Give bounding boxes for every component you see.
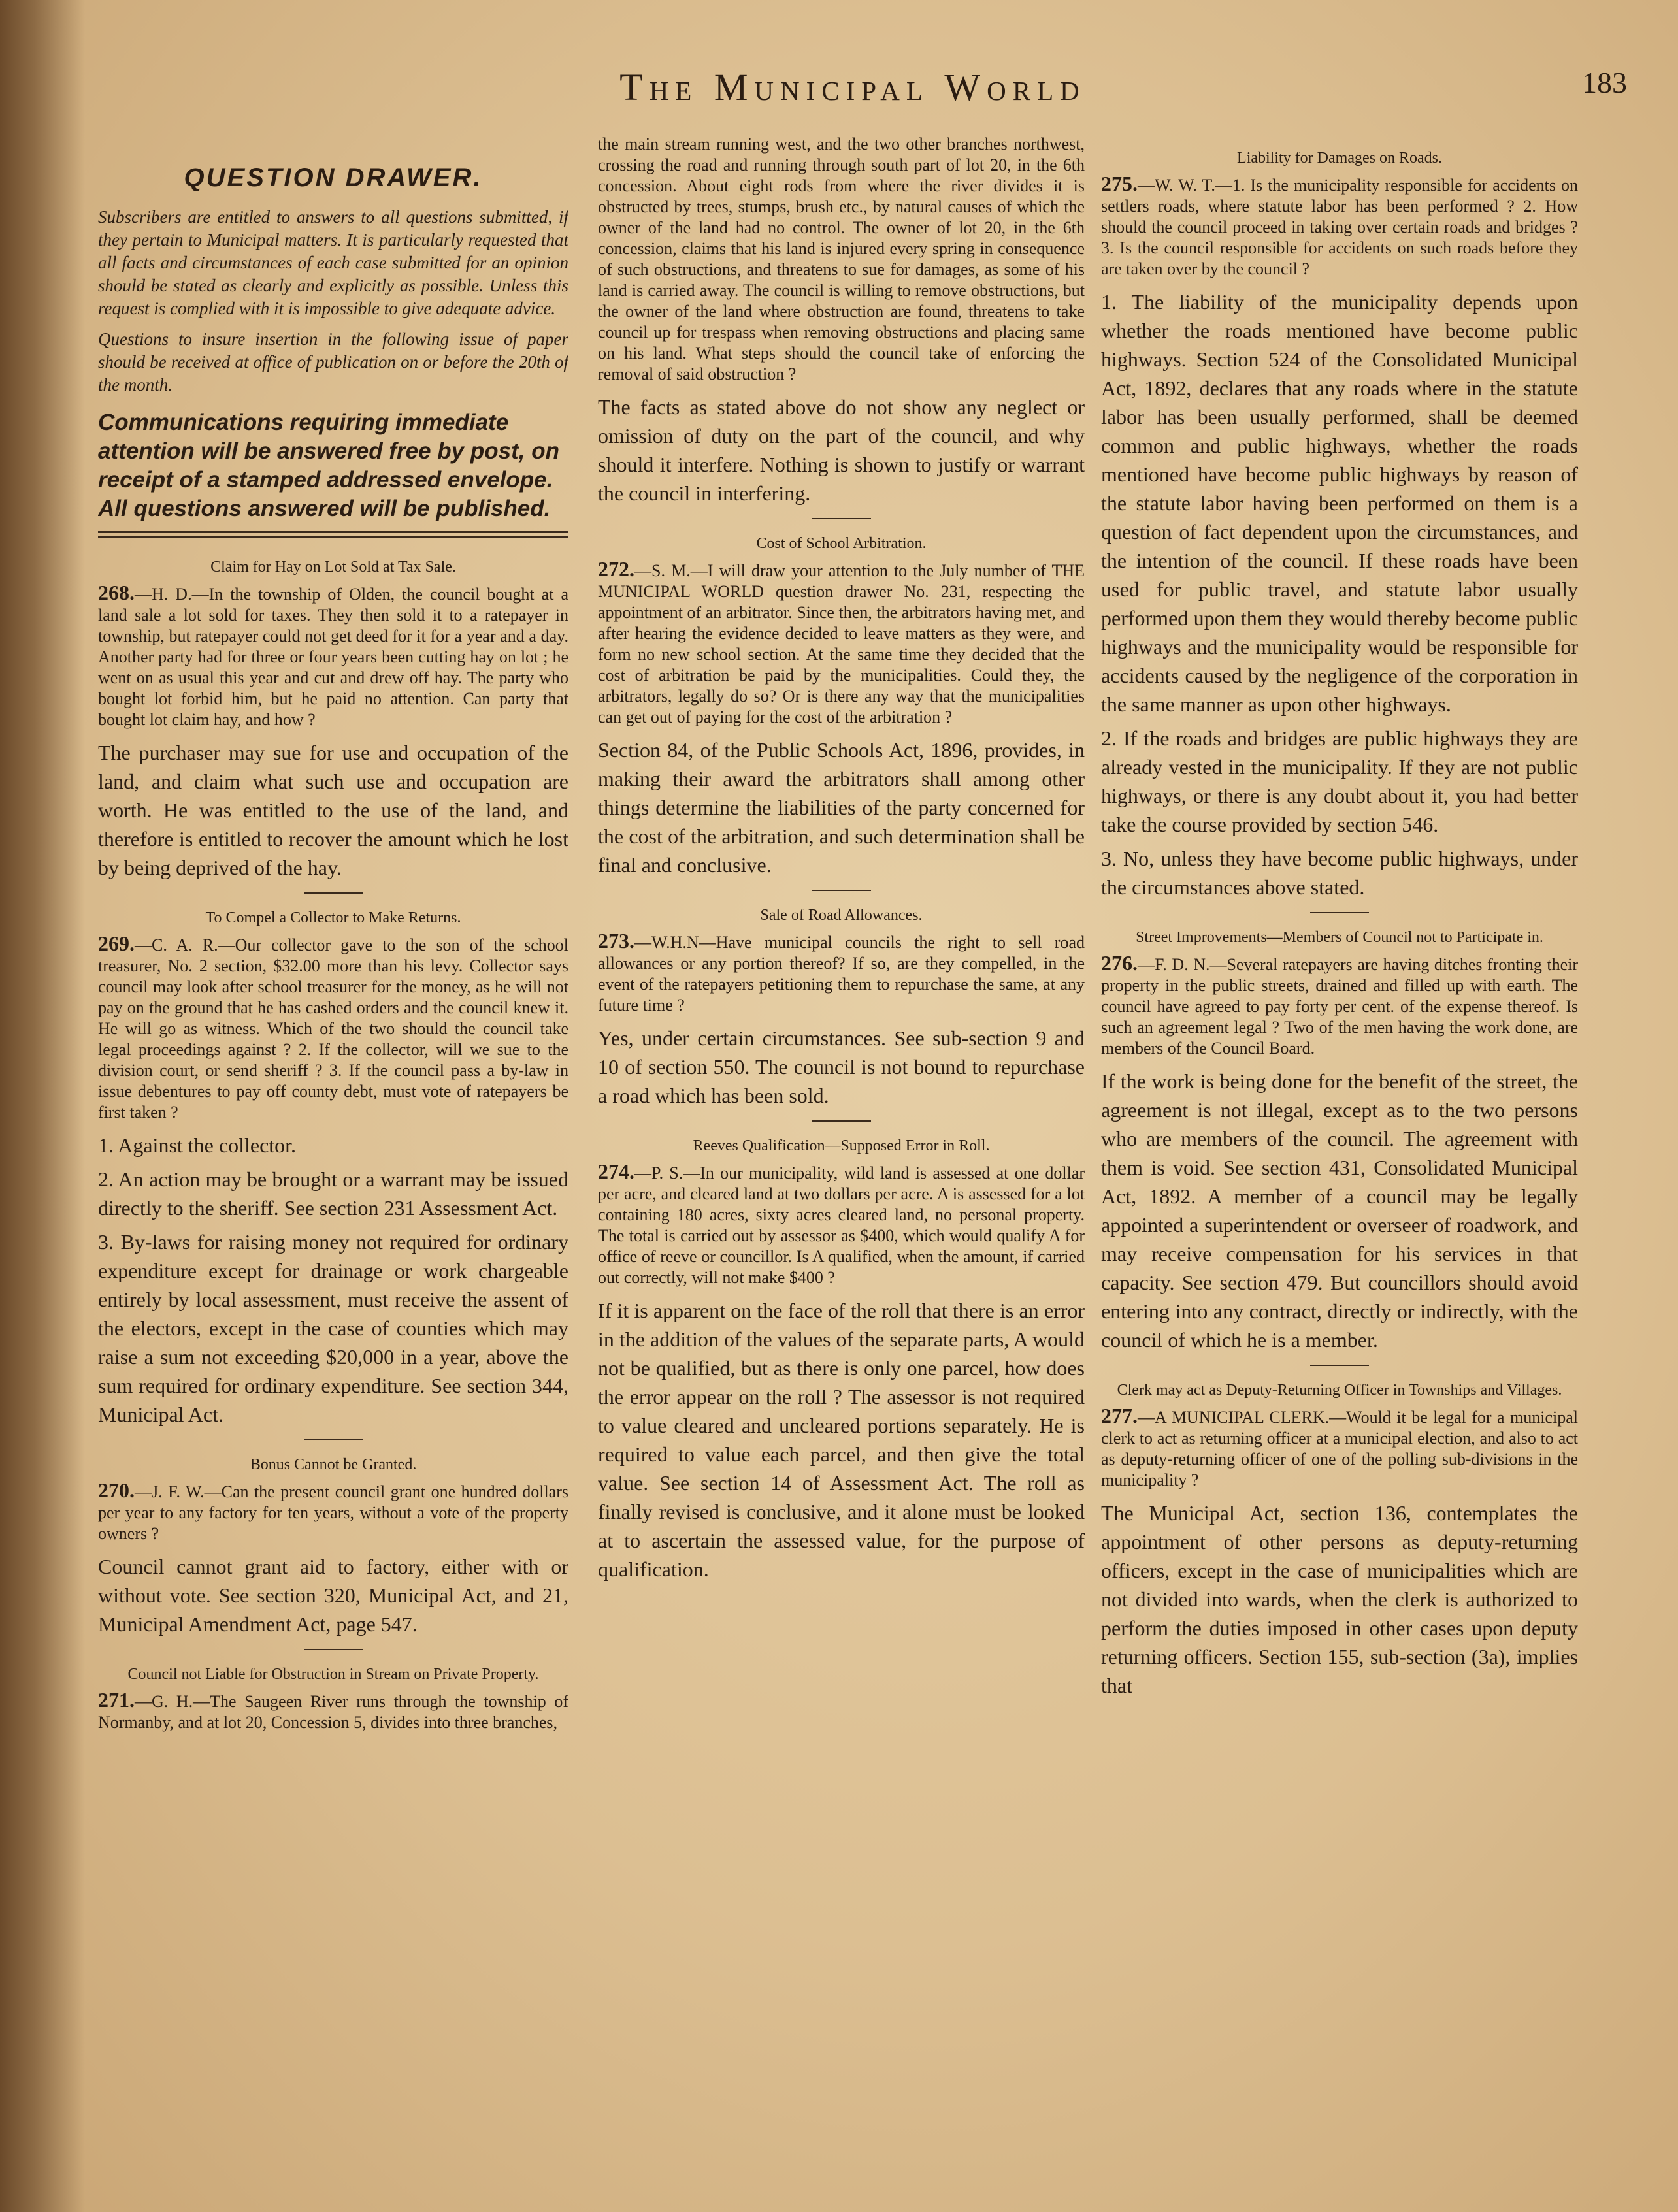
question-number: 277. — [1101, 1404, 1138, 1427]
section-rule — [304, 1439, 363, 1440]
article-heading: Cost of School Arbitration. — [756, 535, 927, 552]
question-body: —J. F. W.—Can the present council grant one hundred dollars per year to any factory for ten years, without a vote of the property owners ? — [98, 1482, 568, 1543]
question-body: —S. M.—I will draw your attention to the July number of THE MUNICIPAL WORLD question drawer No. 231, respecting the appointment of an arbitrator. Since then, the arbitrators having met, and after hearing the evidence decided to leave matters as they were, and form no new school section. At the same time they decided that the cost of arbitration be paid by the municipalities. Could they, the arbitrators, legally do so? Or is there any way that the municipalities can get out of paying for the cost of the arbitration ? — [598, 561, 1085, 726]
article-heading: Street Improvements—Members of Council not to Participate in. — [1136, 929, 1543, 946]
article-heading: Clerk may act as Deputy-Returning Officer in Townships and Villages. — [1117, 1382, 1562, 1399]
column-3 — [1101, 134, 1578, 2172]
answer-text: Council cannot grant aid to factory, either with or without vote. See section 320, Municipal Act, and 21, Municipal Amendment Act, page 547. — [98, 1555, 568, 1636]
answer-text: 2. An action may be brought or a warrant may be issued directly to the sheriff. See section 231 Assessment Act. — [98, 1167, 568, 1220]
article-heading: Claim for Hay on Lot Sold at Tax Sale. — [210, 559, 456, 576]
question-number: 273. — [598, 929, 634, 952]
question-text — [598, 930, 1085, 1016]
answer-text: Section 84, of the Public Schools Act, 1896, provides, in making their award the arbitrators shall among other things determine the liabilities of the party concerned for the cost of the arbitration, and such determination shall be final and conclusive. — [598, 738, 1085, 877]
answer-text: 2. If the roads and bridges are public highways they are already vested in the municipality. If they are not public highways, or there is any doubt about it, you had better take the course provided by section 546. — [1101, 726, 1578, 836]
double-rule-divider — [98, 531, 568, 538]
question-body: —H. D.—In the township of Olden, the council bought at a land sale a lot sold for taxes. They then sold it to a ratepayer in township, but ratepayer could not get deed for it for a year and a day. Another party had for three or four years been cutting hay on lot ; he went on as usual this year and cut and drew off hay. The party who bought lot forbid him, but he paid no attention. Can party that bought lot claim hay, and how ? — [98, 585, 568, 729]
article-heading: Reeves Qualification—Supposed Error in Roll. — [693, 1137, 990, 1154]
answer-text: The Municipal Act, section 136, contemplates the appointment of other persons as deputy-returning officers, except in the case of municipalities which are not divided into wards, when the clerk is authorized to perform the duties imposed in other cases upon deputy returning officers. Section 155, sub-section (3a), implies that — [1101, 1501, 1578, 1697]
masthead-title: The Municipal World — [619, 66, 1086, 108]
question-text — [98, 1689, 568, 1733]
article-heading: Sale of Road Allowances. — [760, 907, 923, 924]
answer-text: The purchaser may sue for use and occupation of the land, and claim what such use and occupation are worth. He was entitled to the use of the land, and therefore is entitled to recover the amount which he lost by being deprived of the hay. — [98, 741, 568, 879]
question-text — [98, 1480, 568, 1544]
answer-text: If it is apparent on the face of the roll that there is an error in the addition of the values of the separate parts, A would not be qualified, but as there is only one parcel, how does the error appear on the roll ? The assessor is not required to value cleared and uncleared portions separately. He is required to value each parcel, and then give the total value. See section 14 of Assessment Act. The roll as finally revised is conclusive, and it alone must be looked at to ascertain the assessed value, for the purpose of qualification. — [598, 1299, 1085, 1581]
question-body: —W. W. T.—1. Is the municipality responsible for accidents on settlers roads, where statute labor has been performed ? 2. How should the council proceed in taking over certain roads and bridges ? 3. Is the council responsible for accidents on such roads before they are taken over by the council ? — [1101, 176, 1578, 278]
question-body: —F. D. N.—Several ratepayers are having ditches fronting their property in the public streets, drained and filled up with earth. The council have agreed to pay forty per cent. of the expense thereof. Is such an agreement legal ? Two of the men having the work done, are members of the Council Board. — [1101, 955, 1578, 1058]
question-number: 269. — [98, 932, 135, 955]
question-text — [1101, 173, 1578, 280]
answer-text: 3. No, unless they have become public highways, under the circumstances above stated. — [1101, 847, 1578, 899]
section-rule — [304, 892, 363, 894]
column-1 — [98, 134, 568, 2172]
question-body: —A MUNICIPAL CLERK.—Would it be legal for a municipal clerk to act as returning officer at a municipal election, and also to act as deputy-returning officer of one of the polling sub-divisions in the municipality ? — [1101, 1408, 1578, 1489]
question-number: 270. — [98, 1478, 135, 1502]
drawer-intro: Subscribers are entitled to answers to all questions submitted, if they pertain to Municipal matters. It is particularly requested that all facts and circumstances of each case submitted for an opinion should be stated as clearly and explicitly as possible. Unless this request is complied with it is impossible to give adequate advice. — [98, 207, 568, 318]
book-spine-shadow — [0, 0, 85, 2212]
article-heading: Bonus Cannot be Granted. — [250, 1456, 417, 1473]
section-rule — [1310, 912, 1369, 913]
question-number: 274. — [598, 1160, 634, 1183]
article-heading: Liability for Damages on Roads. — [1237, 150, 1442, 167]
question-text — [98, 933, 568, 1123]
question-number: 268. — [98, 581, 135, 604]
answer-text: If the work is being done for the benefit of the street, the agreement is not illegal, except as to the two persons who are members of the council. The agreement with them is void. See section 431, Consolidated Municipal Act, 1892. A member of a council may be legally appointed a superintendent or overseer of roadwork, and may receive compensation for his services in that capacity. See section 479. But councillors should avoid entering into any contract, directly or indirectly, with the council of which he is a member. — [1101, 1069, 1578, 1352]
question-number: 276. — [1101, 951, 1138, 975]
question-drawer-title: QUESTION DRAWER. — [184, 163, 483, 192]
question-number: 272. — [598, 557, 634, 581]
question-text — [1101, 1405, 1578, 1491]
section-rule — [812, 890, 871, 891]
answer-text: 3. By-laws for raising money not required for ordinary expenditure except for drainage or work chargeable entirely by local assessment, must receive the assent of the electors, except in the case of counties which may raise a sum not exceeding $20,000 in a year, above the sum required for ordinary expenditure. See section 344, Municipal Act. — [98, 1230, 568, 1426]
section-rule — [304, 1649, 363, 1650]
section-rule — [812, 1120, 871, 1122]
answer-text: 1. Against the collector. — [98, 1133, 297, 1157]
section-rule — [812, 518, 871, 519]
page-header — [91, 65, 1627, 124]
article-heading: Council not Liable for Obstruction in Stream on Private Property. — [127, 1666, 539, 1683]
article-heading: To Compel a Collector to Make Returns. — [205, 909, 461, 926]
answer-text: 1. The liability of the municipality depends upon whether the roads mentioned have become public highways. Section 524 of the Consolidated Municipal Act, 1892, declares that any roads where in the statute labor has been usually performed, shall be deemed common and public highways, whether the roads mentioned have become public highways by reason of the statute labor having been performed on them is a question of fact dependent upon the circumstances, and the intention of the council. If these roads have been used for public travel, and statute labor usually performed upon them they would thereby become public highways and the municipality would be responsible for accidents caused by the negligence of the corporation in the same manner as upon other highways. — [1101, 290, 1578, 716]
question-text — [598, 1161, 1085, 1288]
answer-text: Yes, under certain circumstances. See sub-section 9 and 10 of section 550. The council is not bound to repurchase a road which has been sold. — [598, 1026, 1085, 1107]
question-text — [598, 559, 1085, 728]
answer-text: The facts as stated above do not show any neglect or omission of duty on the part of the council, and why should it interfere. Nothing is shown to justify or warrant the council in interfering. — [598, 395, 1085, 505]
question-body: —G. H.—The Saugeen River runs through the township of Normanby, and at lot 20, Concession 5, divides into three branches, — [98, 1692, 568, 1732]
question-number: 271. — [98, 1688, 135, 1712]
question-body: —W.H.N—Have municipal councils the right to sell road allowances or any portion thereof? If so, are they compelled, in the event of the ratepayers petitioning them to repurchase the same, at any future time ? — [598, 933, 1085, 1015]
question-body: —P. S.—In our municipality, wild land is assessed at one dollar per acre, and cleared land at two dollars per acre. A is assessed for a lot containing 180 acres, sixty acres cleared land, no personal property. The total is carried out by assessor as $400, which would qualify A for office of reeve or councillor. Is A qualified, when the amount, if carried out correctly, will not make $400 ? — [598, 1163, 1085, 1287]
page-number: 183 — [1582, 66, 1627, 99]
question-text — [98, 582, 568, 730]
question-body: —C. A. R.—Our collector gave to the son of the school treasurer, No. 2 section, $32.00 more than his levy. Collector says council may look after school treasurer for the money, as he will not pay on the ground that he has cashed orders and the council knew it. He will go as witness. Which of the two should the council take legal proceedings against ? 2. If the collector, will we sue to the division court, or send sheriff ? 3. If the council pass a by-law in issue debentures to pay off county debt, must vote of ratepayers be first taken ? — [98, 935, 568, 1122]
question-number: 275. — [1101, 172, 1138, 195]
drawer-notice: Communications requiring immediate attention will be answered free by post, on receipt of a stamped addressed envelope. All questions answered will be published. — [98, 410, 559, 521]
column-2 — [598, 134, 1085, 2172]
question-text — [1101, 952, 1578, 1059]
question-text: the main stream running west, and the two other branches northwest, crossing the road and running through south part of lot 20, in the 6th concession. About eight rods from where the river divides it is obstructed by trees, stumps, brush etc., by natural causes of which the owner of the land had no control. The owner of lot 20, in the 6th concession, claims that his land is injured every spring in consequence of such obstructions, and threatens to sue for damages, as some of his land is carried away. The council is willing to remove obstructions, but the owner of the land where obstruction are found, threatens to take council up for trespass when removing obstructions and placing same on his land. What steps should the council take of enforcing the removal of said obstruction ? — [598, 135, 1085, 383]
drawer-deadline: Questions to insure insertion in the following issue of paper should be received at office of publication on or before the 20th of the month. — [98, 329, 568, 395]
section-rule — [1310, 1365, 1369, 1366]
